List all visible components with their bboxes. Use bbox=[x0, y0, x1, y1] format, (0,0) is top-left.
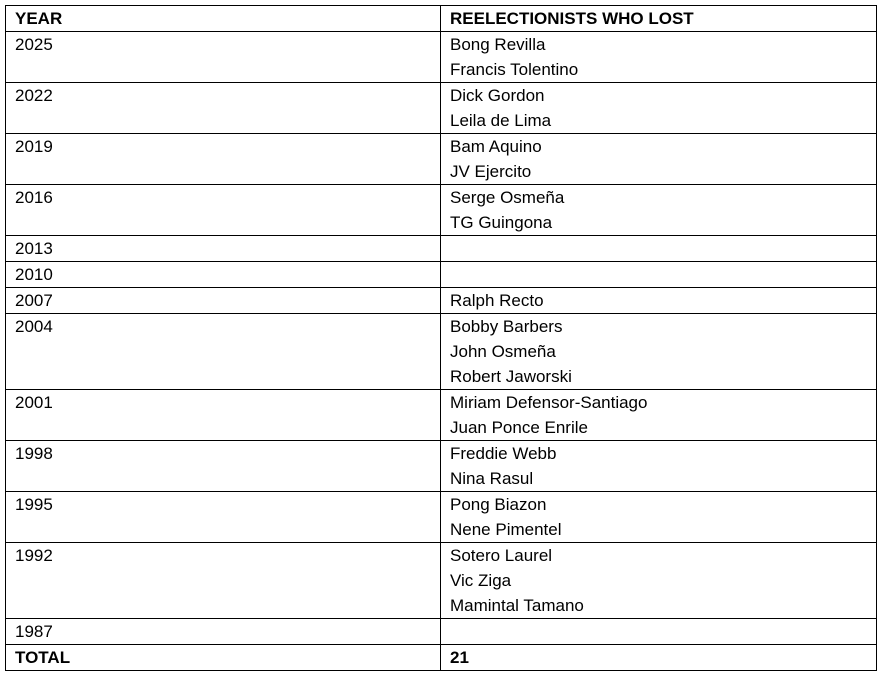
reelectionist-name: Francis Tolentino bbox=[450, 60, 579, 79]
year-value: 2022 bbox=[15, 86, 53, 105]
names-cell bbox=[441, 441, 877, 492]
reelectionist-name: TG Guingona bbox=[450, 213, 553, 232]
year-value: 2004 bbox=[15, 317, 53, 336]
reelectionists-table bbox=[5, 5, 877, 671]
names-cell bbox=[441, 619, 877, 645]
reelectionists-header-label: REELECTIONISTS WHO LOST bbox=[450, 9, 694, 28]
names-cell bbox=[441, 83, 877, 134]
year-header-label: YEAR bbox=[15, 9, 63, 28]
year-value: 2025 bbox=[15, 35, 53, 54]
reelectionist-name: Nina Rasul bbox=[450, 469, 534, 488]
year-value: 2013 bbox=[15, 239, 53, 258]
names-list bbox=[441, 83, 876, 133]
reelectionist-name: Nene Pimentel bbox=[450, 520, 562, 539]
total-label-cell bbox=[6, 645, 441, 671]
year-cell bbox=[6, 134, 441, 185]
empty-name-line bbox=[450, 262, 876, 287]
year-cell bbox=[6, 32, 441, 83]
table-row bbox=[6, 185, 877, 236]
empty-name-line bbox=[450, 236, 876, 261]
names-cell bbox=[441, 262, 877, 288]
year-value: 2007 bbox=[15, 291, 53, 310]
year-value: 1998 bbox=[15, 444, 53, 463]
reelectionist-name: Ralph Recto bbox=[450, 291, 544, 310]
names-cell bbox=[441, 492, 877, 543]
names-list bbox=[441, 134, 876, 184]
reelectionist-name: JV Ejercito bbox=[450, 162, 532, 181]
table-row bbox=[6, 288, 877, 314]
year-value: 1995 bbox=[15, 495, 53, 514]
reelectionist-name: Bobby Barbers bbox=[450, 317, 563, 336]
reelectionist-name: Miriam Defensor-Santiago bbox=[450, 393, 648, 412]
names-list bbox=[441, 441, 876, 491]
year-cell bbox=[6, 236, 441, 262]
names-list bbox=[441, 262, 876, 287]
year-value: 2010 bbox=[15, 265, 53, 284]
reelectionist-name: Bam Aquino bbox=[450, 137, 542, 156]
table-row bbox=[6, 492, 877, 543]
year-cell bbox=[6, 619, 441, 645]
names-list bbox=[441, 619, 876, 644]
names-cell bbox=[441, 185, 877, 236]
year-value: 1992 bbox=[15, 546, 53, 565]
names-cell bbox=[441, 543, 877, 619]
reelectionist-name: Vic Ziga bbox=[450, 571, 512, 590]
year-cell bbox=[6, 185, 441, 236]
names-list bbox=[441, 288, 876, 313]
table-row bbox=[6, 32, 877, 83]
year-cell bbox=[6, 492, 441, 543]
reelectionists-column-header bbox=[441, 6, 877, 32]
names-cell bbox=[441, 236, 877, 262]
table-row bbox=[6, 543, 877, 619]
reelectionist-name: Juan Ponce Enrile bbox=[450, 418, 588, 437]
reelectionist-name: Leila de Lima bbox=[450, 111, 552, 130]
year-cell bbox=[6, 83, 441, 134]
year-cell bbox=[6, 441, 441, 492]
names-cell bbox=[441, 314, 877, 390]
empty-name-line bbox=[450, 619, 876, 644]
total-row bbox=[6, 645, 877, 671]
year-value: 1987 bbox=[15, 622, 53, 641]
reelectionist-name: Dick Gordon bbox=[450, 86, 545, 105]
names-list bbox=[441, 236, 876, 261]
total-value: 21 bbox=[450, 648, 469, 667]
names-list bbox=[441, 543, 876, 618]
table-row bbox=[6, 314, 877, 390]
table-row bbox=[6, 441, 877, 492]
names-cell bbox=[441, 134, 877, 185]
table-body bbox=[6, 6, 877, 671]
table-row bbox=[6, 83, 877, 134]
year-column-header bbox=[6, 6, 441, 32]
reelectionist-name: Bong Revilla bbox=[450, 35, 546, 54]
header-row bbox=[6, 6, 877, 32]
reelectionist-name: John Osmeña bbox=[450, 342, 556, 361]
year-cell bbox=[6, 288, 441, 314]
total-value-cell bbox=[441, 645, 877, 671]
names-cell bbox=[441, 390, 877, 441]
names-list bbox=[441, 390, 876, 440]
reelectionist-name: Mamintal Tamano bbox=[450, 596, 584, 615]
reelectionist-name: Robert Jaworski bbox=[450, 367, 572, 386]
year-value: 2019 bbox=[15, 137, 53, 156]
year-value: 2016 bbox=[15, 188, 53, 207]
year-cell bbox=[6, 390, 441, 441]
table-row bbox=[6, 619, 877, 645]
reelectionist-name: Sotero Laurel bbox=[450, 546, 553, 565]
names-list bbox=[441, 492, 876, 542]
reelectionist-name: Freddie Webb bbox=[450, 444, 557, 463]
reelectionist-name: Serge Osmeña bbox=[450, 188, 565, 207]
table-row bbox=[6, 390, 877, 441]
reelectionist-name: Pong Biazon bbox=[450, 495, 547, 514]
table-row bbox=[6, 134, 877, 185]
names-list bbox=[441, 185, 876, 235]
names-list bbox=[441, 32, 876, 82]
year-cell bbox=[6, 314, 441, 390]
names-cell bbox=[441, 288, 877, 314]
year-value: 2001 bbox=[15, 393, 53, 412]
names-cell bbox=[441, 32, 877, 83]
year-cell bbox=[6, 543, 441, 619]
reelectionists-table-container bbox=[5, 5, 877, 671]
table-row bbox=[6, 262, 877, 288]
table-row bbox=[6, 236, 877, 262]
total-label: TOTAL bbox=[15, 648, 71, 667]
year-cell bbox=[6, 262, 441, 288]
names-list bbox=[441, 314, 876, 389]
